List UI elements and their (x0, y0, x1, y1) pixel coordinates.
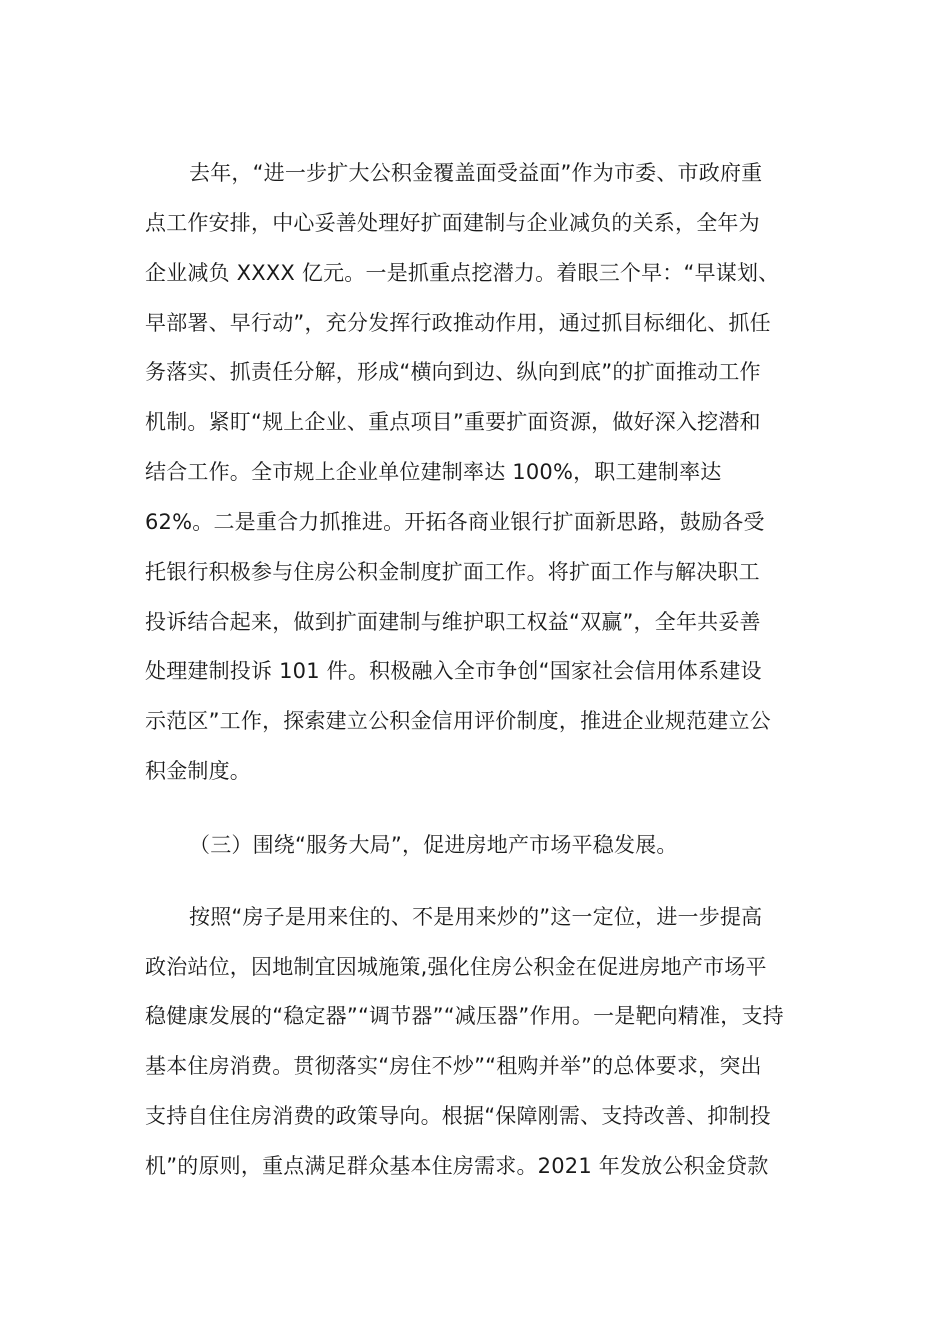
text-line: 示范区”工作，探索建立公积金信用评价制度，推进企业规范建立公 (145, 709, 771, 733)
text-line: 基本住房消费。贯彻落实“房住不炒”“租购并举”的总体要求，突出 (145, 1054, 762, 1078)
text-line: 政治站位，因地制宜因城施策,强化住房公积金在促进房地产市场平 (145, 955, 767, 979)
text-line: 去年，“进一步扩大公积金覆盖面受益面”作为市委、市政府重 (189, 161, 763, 185)
text-line: 企业减负 XXXX 亿元。一是抓重点挖潜力。着眼三个早：“早谋划、 (145, 261, 780, 285)
text-line: 点工作安排，中心妥善处理好扩面建制与企业减负的关系，全年为 (145, 211, 760, 235)
text-line: 积金制度。 (145, 759, 251, 783)
text-line: 处理建制投诉 101 件。积极融入全市争创“国家社会信用体系建设 (145, 659, 762, 683)
text-line: 投诉结合起来，做到扩面建制与维护职工权益“双赢”，全年共妥善 (145, 610, 761, 634)
text-line: 早部署、早行动”，充分发挥行政推动作用，通过抓目标细化、抓任 (145, 311, 771, 335)
text-line: 托银行积极参与住房公积金制度扩面工作。将扩面工作与解决职工 (145, 560, 760, 584)
text-line: 支持自住住房消费的政策导向。根据“保障刚需、支持改善、抑制投 (145, 1104, 771, 1128)
text-line: 稳健康发展的“稳定器”“调节器”“减压器”作用。一是靶向精准，支持 (145, 1004, 784, 1028)
text-line: 务落实、抓责任分解，形成“横向到边、纵向到底”的扩面推动工作 (145, 360, 761, 384)
text-line: 结合工作。全市规上企业单位建制率达 100%，职工建制率达 (145, 460, 722, 484)
text-line: 机”的原则，重点满足群众基本住房需求。2021 年发放公积金贷款 (145, 1154, 769, 1178)
text-line: 按照“房子是用来住的、不是用来炒的”这一定位，进一步提高 (189, 905, 763, 929)
text-line: 机制。紧盯“规上企业、重点项目”重要扩面资源，做好深入挖潜和 (145, 410, 761, 434)
text-line: 62%。二是重合力抓推进。开拓各商业银行扩面新思路，鼓励各受 (145, 510, 765, 534)
section-heading: （三）围绕“服务大局”，促进房地产市场平稳发展。 (189, 833, 678, 857)
